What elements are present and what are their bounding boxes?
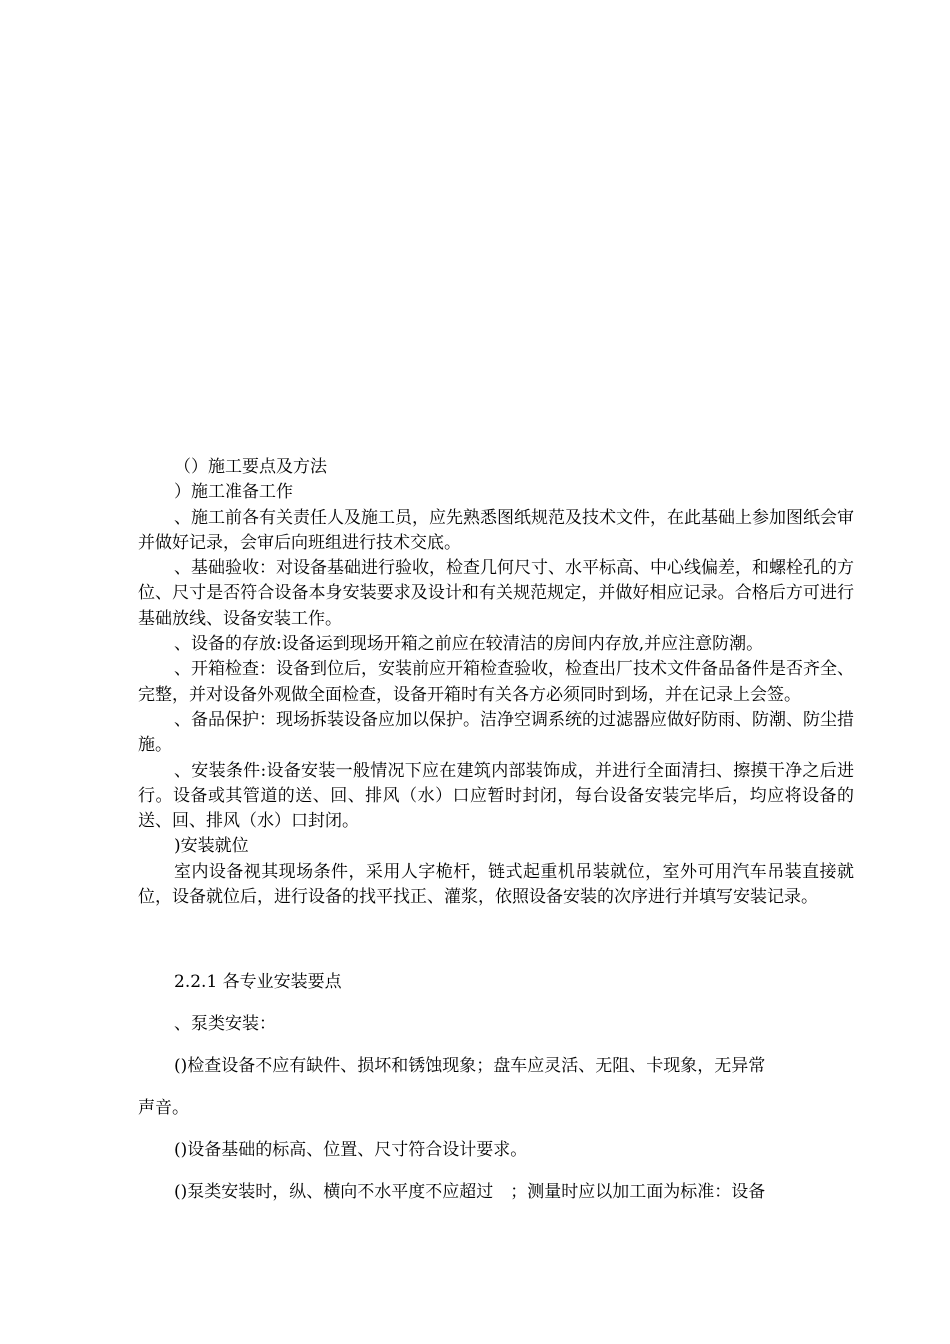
paragraph-spare-protection: 、备品保护：现场拆装设备应加以保护。洁净空调系统的过滤器应做好防雨、防潮、防尘措施。 xyxy=(138,709,854,756)
prep-heading: ）施工准备工作 xyxy=(174,482,293,503)
paragraph-foundation-acceptance: 、基础验收：对设备基础进行验收，检查几何尺寸、水平标高、中心线偏差，和螺栓孔的方位、尺寸是否符合设备本身安装要求及设计和有关规范规定，并做好相应记录。合格后方可进行基础放线、设备安装工作。 xyxy=(138,558,854,629)
pump-heading: 、泵类安装： xyxy=(174,1014,276,1034)
item1-continuation-block xyxy=(138,1096,854,1121)
install-heading: )安装就位 xyxy=(174,836,249,857)
subsection-title-block xyxy=(138,970,854,995)
construction-methods-section xyxy=(138,455,854,910)
item1-block xyxy=(138,1054,854,1079)
paragraph-unpacking-inspection: 、开箱检查：设备到位后，安装前应开箱检查验收，检查出厂技术文件备品备件是否齐全、完整，并对设备外观做全面检查，设备开箱时有关各方必须同时到场，并在记录上会签。 xyxy=(138,659,854,705)
paragraph-install-conditions: 、安装条件:设备安装一般情况下应在建筑内部装饰成，并进行全面清扫、擦摸干净之后进行。设备或其管道的送、回、排风（水）口应暂时封闭，每台设备安装完毕后，均应将设备的送、回、排风（水）口封闭。 xyxy=(138,760,854,832)
item2: ()设备基础的标高、位置、尺寸符合设计要求。 xyxy=(174,1140,528,1160)
paragraph-drawing-review: 、施工前各有关责任人及施工员，应先熟悉图纸规范及技术文件，在此基础上参加图纸会审并做好记录，会审后向班组进行技术交底。 xyxy=(138,507,854,553)
item1-line1: ()检查设备不应有缺件、损坏和锈蚀现象；盘车应灵活、无阻、卡现象，无异常 xyxy=(174,1056,766,1076)
pump-heading-block xyxy=(138,1012,854,1037)
paragraph-install-positioning: 室内设备视其现场条件，采用人字桅杆，链式起重机吊装就位，室外可用汽车吊装直接就位，设备就位后，进行设备的找平找正、灌浆，依照设备安装的次序进行并填写安装记录。 xyxy=(138,861,854,908)
paragraph-equipment-storage: 、设备的存放:设备运到现场开箱之前应在较清洁的房间内存放,并应注意防潮。 xyxy=(174,634,764,655)
item1-line2: 声音。 xyxy=(138,1098,189,1118)
subsection-title: 2.2.1 各专业安装要点 xyxy=(174,972,342,992)
section-title: （）施工要点及方法 xyxy=(174,457,327,477)
item3-block xyxy=(138,1180,854,1205)
item3: ()泵类安装时，纵、横向不水平度不应超过 ；测量时应以加工面为标准：设备 xyxy=(174,1182,766,1202)
item2-block xyxy=(138,1138,854,1163)
